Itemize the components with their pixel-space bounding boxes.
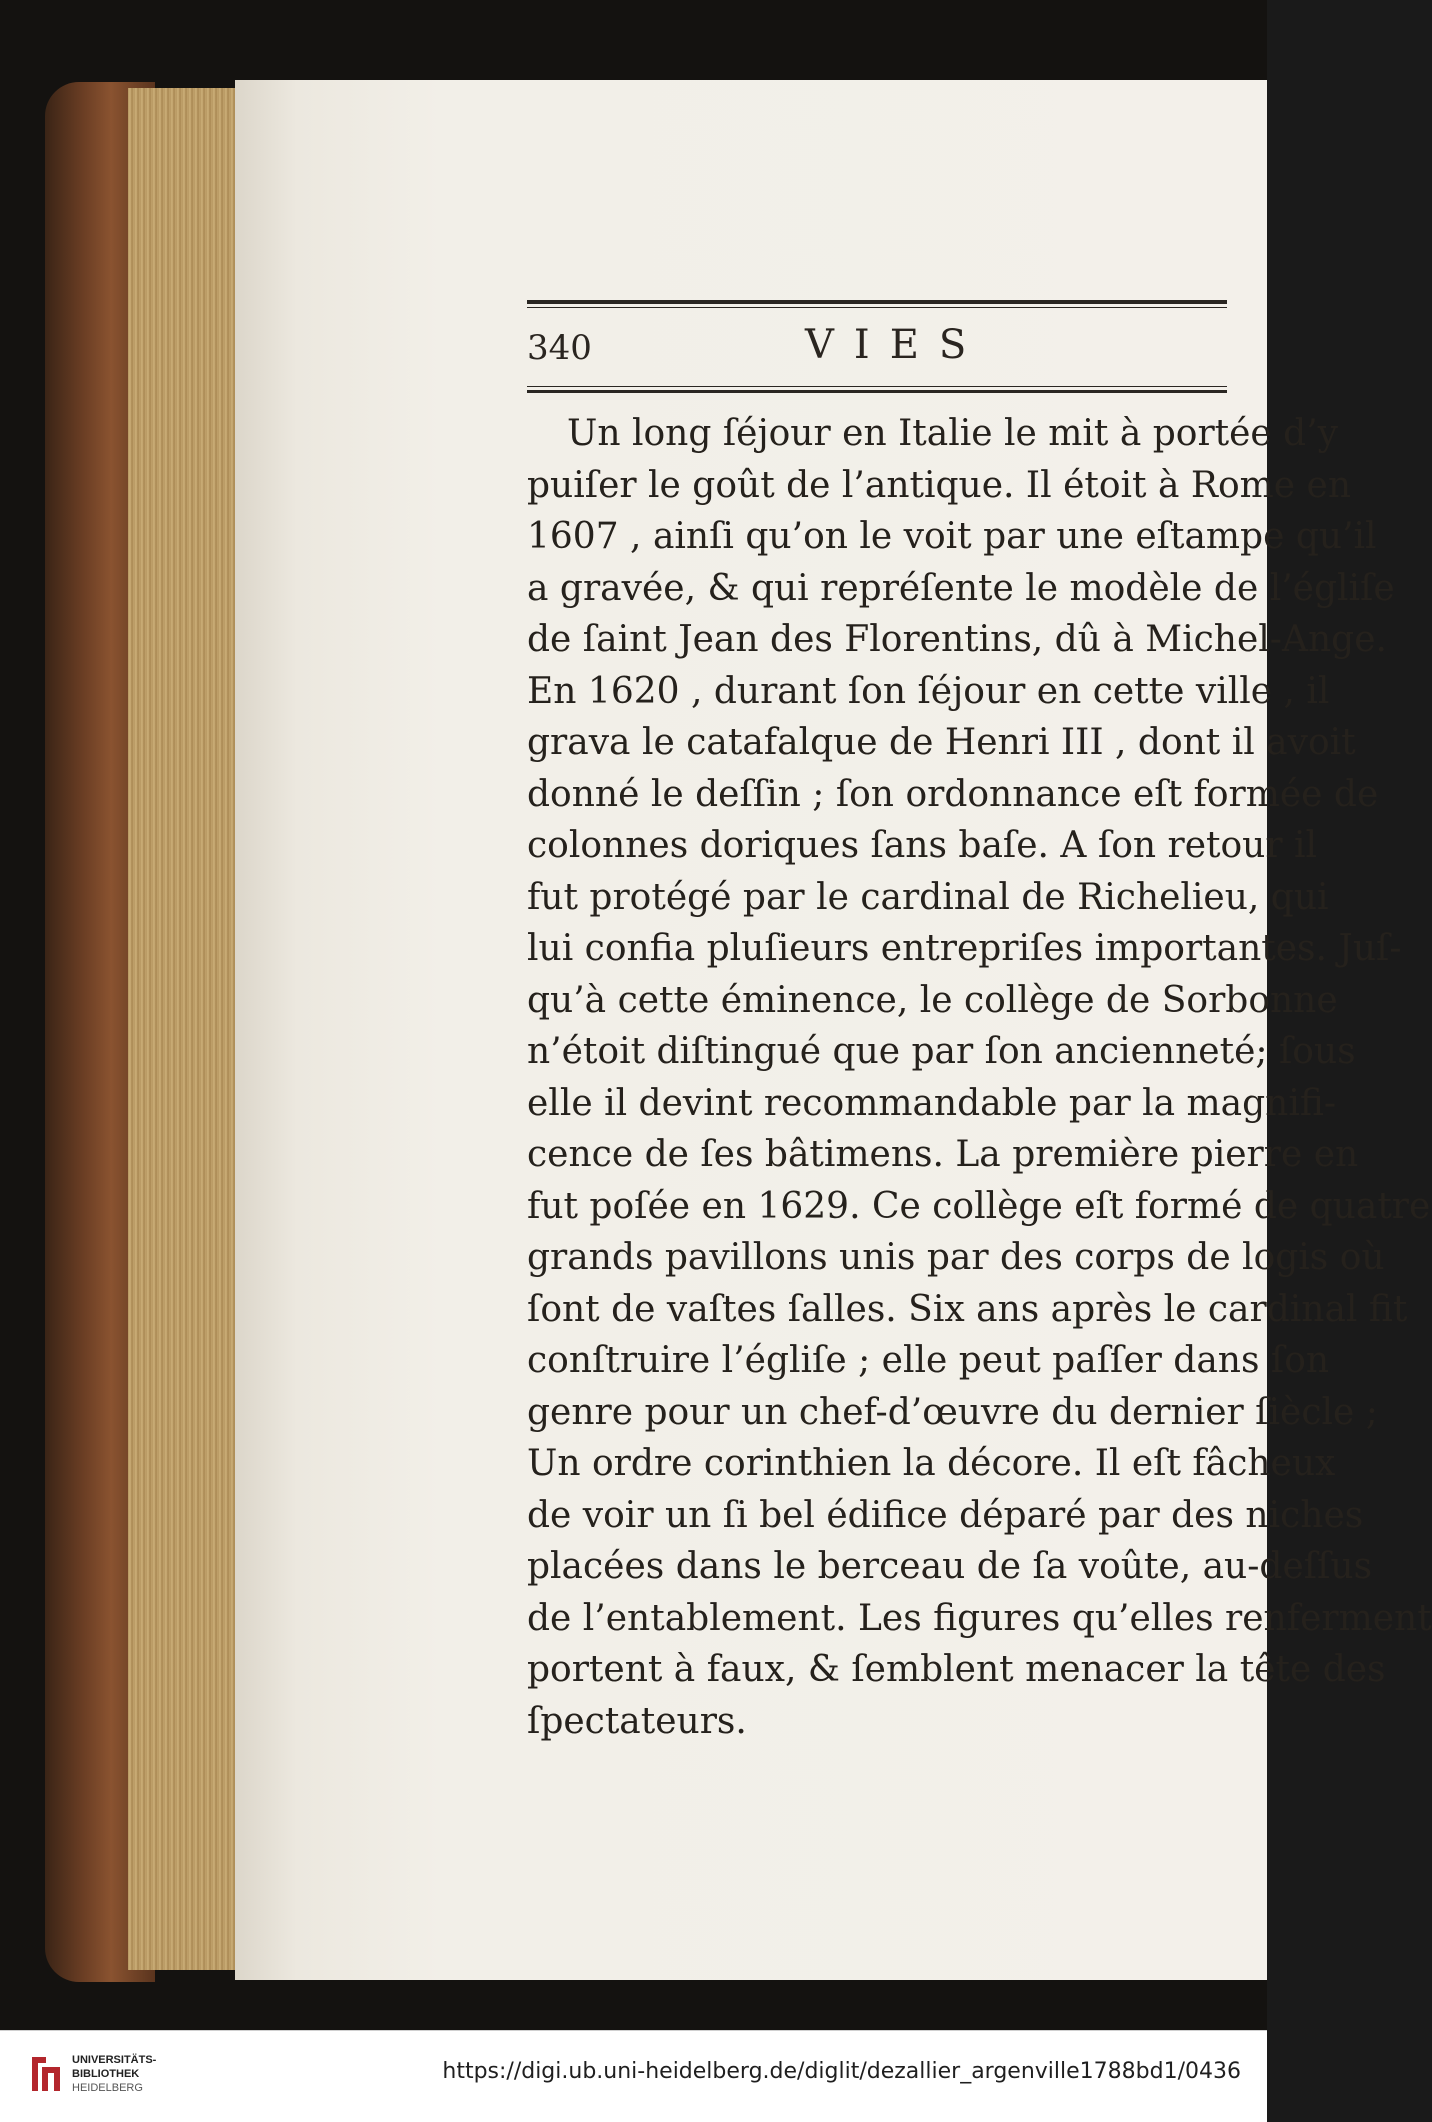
library-name-line: HEIDELBERG <box>72 2082 143 2094</box>
text-line: de ſaint Jean des Florentins, dû à Michel-Ange. <box>527 619 1387 660</box>
text-line: ſont de vaſtes ſalles. Six ans après le cardinal fit <box>527 1288 1408 1330</box>
text-line: placées dans le berceau de ſa voûte, au-deſſus <box>527 1546 1373 1587</box>
text-line: fut poſée en 1629. Ce collège eſt formé de quatre <box>527 1185 1431 1227</box>
text-line: ſpectateurs. <box>527 1700 747 1742</box>
library-name <box>72 2053 156 2095</box>
text-line: En 1620 , durant ſon ſéjour en cette ville , il <box>527 670 1330 712</box>
header-rule-thin-lower <box>527 386 1227 387</box>
body-text <box>527 408 1432 1747</box>
text-line: genre pour un chef-d’œuvre du dernier ſiècle ; <box>527 1391 1378 1433</box>
header-rule-thin <box>527 307 1227 308</box>
text-line: de l’entablement. Les figures qu’elles renferment <box>527 1597 1432 1639</box>
text-line: lui confia pluſieurs entrepriſes importantes. Juſ- <box>527 928 1402 969</box>
text-line: qu’à cette éminence, le collège de Sorbonne <box>527 979 1338 1021</box>
text-line: Un long ſéjour en Italie le mit à portée d’y <box>567 413 1338 454</box>
text-line: grands pavillons unis par des corps de logis où <box>527 1237 1385 1278</box>
library-logo-icon[interactable] <box>28 2051 64 2097</box>
text-line: grava le catafalque de Henri III , dont il avoit <box>527 722 1356 763</box>
text-line: elle il devint recommandable par la magnifi- <box>527 1082 1337 1124</box>
header-rule-thick <box>527 300 1227 304</box>
page-edges <box>128 88 238 1970</box>
text-line: conſtruire l’égliſe ; elle peut paſſer dans ſon <box>527 1340 1330 1381</box>
library-name-line: UNIVERSITÄTS- <box>72 2054 157 2066</box>
running-head: VIES <box>805 322 987 368</box>
text-line: Un ordre corinthien la décore. Il eſt fâcheux <box>527 1443 1336 1484</box>
text-line: de voir un ſi bel édifice déparé par des niches <box>527 1494 1364 1536</box>
header-rule-thick-lower <box>527 390 1227 393</box>
page-number: 340 <box>527 328 592 368</box>
text-line: 1607 , ainſi qu’on le voit par une eſtampe qu’il <box>527 516 1377 557</box>
text-line: a gravée, & qui repréſente le modèle de l’égliſe <box>527 567 1395 609</box>
library-name-line: BIBLIOTHEK <box>72 2068 140 2080</box>
text-line: colonnes doriques ſans baſe. A ſon retour il <box>527 825 1318 866</box>
viewer-footer <box>0 2030 1267 2122</box>
text-line: n’étoit diſtingué que par ſon ancienneté; ſous <box>527 1031 1356 1072</box>
text-line: fut protégé par le cardinal de Richelieu, qui <box>527 876 1329 918</box>
text-line: donné le deſſin ; ſon ordonnance eſt formée de <box>527 773 1379 815</box>
permalink-url[interactable]: https://digi.ub.uni-heidelberg.de/diglit/dezallier_argenville1788bd1/0436 <box>442 2059 1241 2084</box>
text-line: puiſer le goût de l’antique. Il étoit à Rome en <box>527 464 1352 506</box>
text-line: portent à faux, & ſemblent menacer la tête des <box>527 1649 1386 1690</box>
text-line: cence de ſes bâtimens. La première pierre en <box>527 1134 1359 1175</box>
